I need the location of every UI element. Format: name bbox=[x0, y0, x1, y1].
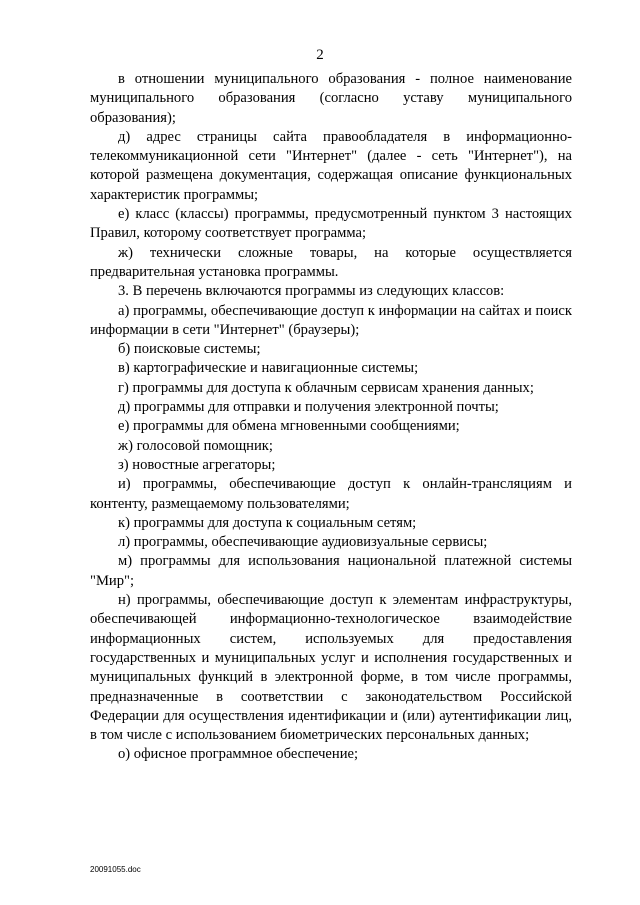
list-item-l-audiovisual: л) программы, обеспечивающие аудиовизуальные сервисы; bbox=[118, 534, 488, 551]
document-body bbox=[90, 70, 572, 765]
list-item-z-news: з) новостные агрегаторы; bbox=[118, 456, 276, 473]
list-item-g-cloud: г) программы для доступа к облачным сервисам хранения данных; bbox=[118, 379, 534, 396]
footer-filename: 20091055.doc bbox=[90, 865, 141, 874]
list-item-a-browsers: а) программы, обеспечивающие доступ к информации на сайтах и поиск информации в сети "Интернет" (браузеры); bbox=[90, 302, 572, 338]
page-number: 2 bbox=[316, 47, 324, 63]
list-item-b-search: б) поисковые системы; bbox=[118, 341, 261, 358]
list-item-v-maps: в) картографические и навигационные системы; bbox=[118, 360, 419, 377]
paragraph-municipal-name: в отношении муниципального образования - полное наименование муниципального образования (согласно уставу муниципального образования); bbox=[90, 71, 572, 126]
list-item-o-office: о) офисное программное обеспечение; bbox=[118, 746, 359, 763]
list-item-m-mir: м) программы для использования национальной платежной системы "Мир"; bbox=[90, 553, 572, 589]
paragraph-item-zh-devices: ж) технически сложные товары, на которые осуществляется предварительная установка программы. bbox=[90, 244, 572, 280]
list-item-zh-voice: ж) голосовой помощник; bbox=[118, 437, 273, 454]
list-item-k-social: к) программы для доступа к социальным сетям; bbox=[118, 514, 417, 531]
paragraph-section-3: 3. В перечень включаются программы из следующих классов: bbox=[118, 283, 505, 300]
list-item-d-email: д) программы для отправки и получения электронной почты; bbox=[118, 399, 499, 416]
list-item-i-streaming: и) программы, обеспечивающие доступ к онлайн-трансляциям и контенту, размещаемому пользователями; bbox=[90, 476, 572, 512]
paragraph-item-d-address: д) адрес страницы сайта правообладателя в информационно-телекоммуникационной сети "Интернет" (далее - сеть "Интернет"), на которой размещена документация, содержащая описание функциональных характеристик программы; bbox=[90, 128, 572, 203]
list-item-n-infrastructure: н) программы, обеспечивающие доступ к элементам инфраструктуры, обеспечивающей информационно-технологическое взаимодействие информационных систем, используемых для предоставления государственных и муниципальных услуг и исполнения государственных и муниципальных функций в электронной форме, в том числе программы, предназначенные в соответствии с законодательством Российской Федерации для осуществления идентификации и (или) аутентификации лиц, в том числе с использованием биометрических персональных данных; bbox=[90, 592, 572, 744]
list-item-e-messengers: е) программы для обмена мгновенными сообщениями; bbox=[118, 418, 460, 435]
paragraph-item-e-class: е) класс (классы) программы, предусмотренный пунктом 3 настоящих Правил, которому соответствует программа; bbox=[90, 206, 572, 242]
